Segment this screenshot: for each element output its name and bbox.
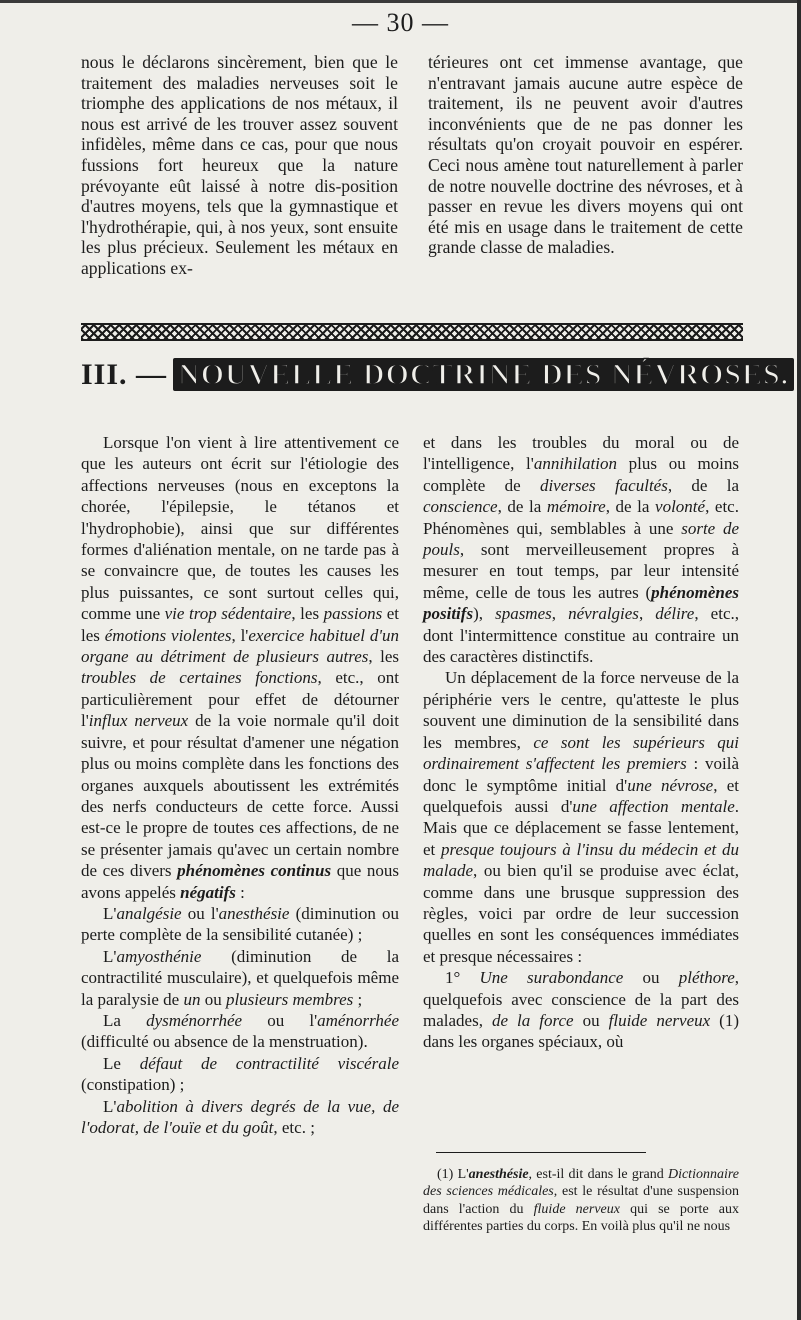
top-edge-rule (0, 0, 801, 3)
top-right-text: térieures ont cet immense avantage, que n'entravant jamais aucune autre espèce de traitement, ils ne peuvent avoir d'autres inconvénients que de ne pas donner les résultats qu'on croyait pouvoir en espérer. Ceci nous amène tout naturellement à parler de notre nouvelle doctrine des névroses, et à passer en revue les divers moyens qui ont été mis en usage dans le traitement de cette grande classe de maladies. (428, 52, 743, 258)
top-right-column (428, 52, 743, 258)
ornamental-divider (81, 323, 743, 341)
section-heading (81, 358, 790, 392)
right-paragraph: et dans les troubles du moral ou de l'intelligence, l'annihilation plus ou moins complète de diverses facultés, de la conscience, de la mémoire, de la volonté, etc. Phénomènes qui, semblables à une sorte de pouls, sont merveilleusement propres à mesurer en tout temps, par leur intensité même, celle de tous les autres (phénomènes positifs), spasmes, névralgies, délire, etc., dont l'intermittence constitue au contraire un des caractères distinctifs. (423, 433, 740, 667)
footnote-text: (1) L'anesthésie, est-il dit dans le grand Dictionnaire des sciences médicales, est le résultat d'une suspension dans l'action du fluide nerveux qui se porte aux différentes parties du corps. En voilà plus qu'il ne nous (423, 1167, 739, 1235)
left-paragraph: La dysménorrhée ou l'aménorrhée (difficulté ou absence de la menstruation). (81, 1010, 399, 1052)
left-paragraph: Le défaut de contractilité viscérale (constipation) ; (81, 1053, 399, 1095)
top-left-text: nous le déclarons sincèrement, bien que le traitement des maladies nerveuses soit le triomphe des applications de nos métaux, il nous est arrivé de les trouver assez souvent infidèles, même dans ce cas, pour que nous fussions fort heureux que la nature prévoyante eût laissé à notre dis-position d'autres moyens, tels que la gymnastique et l'hydrothérapie, qui, à nos yeux, sont ensuite les plus précieux. Seulement les métaux en applications ex- (81, 52, 398, 278)
footnote-rule (436, 1152, 646, 1153)
left-paragraph: L'amyosthénie (diminution de la contractilité musculaire), et quelquefois même la paralysie de un ou plusieurs membres ; (81, 946, 399, 1009)
section-number: III. — (81, 358, 168, 391)
main-right-column (423, 432, 739, 1053)
left-paragraph: Lorsque l'on vient à lire attentivement ce que les auteurs ont écrit sur l'étiologie des affections nerveuses (nous en exceptons la chorée, l'épilepsie, le tétanos et l'hydrophobie), ainsi que sur différentes formes d'aliénation mentale, on ne tarde pas à se convaincre que, de toutes les causes les plus puissantes, ce sont surtout celles qui, comme une vie trop sédentaire, les passions et les émotions violentes, l'exercice habituel d'un organe au détriment de plusieurs autres, les troubles de certaines fonctions, etc., ont particulièrement pour effet de détourner l'influx nerveux de la voie normale qu'il doit suivre, et pour résultat d'amener une négation plus ou moins complète dans les fonctions des organes auxquels aboutissent les extrémités des nerfs conducteurs de cette force. Aussi est-ce le propre de toutes ces affections, de ne se présenter jamais qu'avec un certain nombre de ces divers phénomènes continus que nous avons appelés négatifs : (81, 433, 399, 902)
page-edge-shadow (797, 0, 801, 1320)
top-left-column (81, 52, 398, 279)
left-paragraph: L'abolition à divers degrés de la vue, de l'odorat, de l'ouïe et du goût, etc. ; (81, 1096, 399, 1137)
section-title: NOUVELLE DOCTRINE DES NÉVROSES. (173, 358, 794, 391)
main-left-column (81, 432, 399, 1138)
page-number: — 30 — (352, 8, 449, 37)
footnote (423, 1166, 739, 1236)
right-paragraph: Un déplacement de la force nerveuse de la périphérie vers le centre, qu'atteste le plus souvent une diminution de la sensibilité dans les membres, ce sont les supérieurs qui ordinairement s'affectent les premiers : voilà donc le symptôme initial d'une névrose, et quelquefois aussi d'une affection mentale. Mais que ce déplacement se fasse lentement, et presque toujours à l'insu du médecin et du malade, ou bien qu'il se produise avec éclat, comme dans une brusque suppression des règles, voici par ordre de leur succession quelles en sont les conséquences immédiates et presque nécessaires : (423, 668, 739, 966)
right-paragraph: 1° Une surabondance ou pléthore, quelquefois avec conscience de la part des malades, de la force ou fluide nerveux (1) dans les organes spéciaux, où (423, 968, 739, 1052)
left-paragraph: L'analgésie ou l'anesthésie (diminution ou perte complète de la sensibilité cutanée) ; (81, 903, 399, 945)
